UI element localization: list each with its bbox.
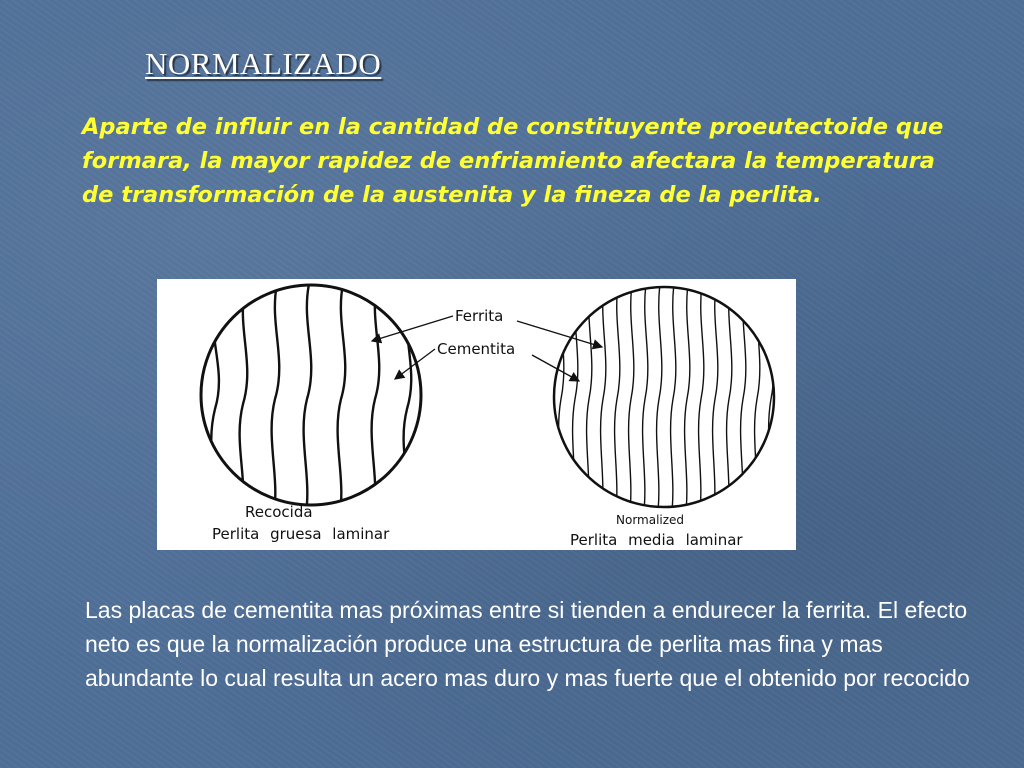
label-cementita: Cementita [437, 340, 516, 358]
body-paragraph: Las placas de cementita mas próximas entre si tienden a endurecer la ferrita. El efecto neto es que la normalización produce una estructura de perlita mas fina y mas abundante lo cual resulta un acero mas duro y mas fuerte que el obtenido por recocido [85, 597, 970, 691]
subcaption-normalized: Perlita media laminar [570, 531, 743, 549]
intro-paragraph: Aparte de influir en la cantidad de constituyente proeutectoide que formara, la mayor rapidez de enfriamiento afectara la temperatura de transformación de la austenita y la fineza de la perlita. [82, 114, 944, 208]
subcaption-recocida: Perlita gruesa laminar [212, 525, 390, 543]
label-ferrita: Ferrita [455, 307, 504, 325]
caption-normalized: Normalized [616, 513, 685, 527]
coarse-lamellae [211, 284, 411, 519]
caption-recocida: Recocida [245, 503, 313, 521]
coarse-circle [201, 285, 421, 505]
slide-title: NORMALIZADO [145, 46, 382, 81]
pearlite-diagram [157, 279, 796, 550]
fine-circle [554, 287, 774, 507]
